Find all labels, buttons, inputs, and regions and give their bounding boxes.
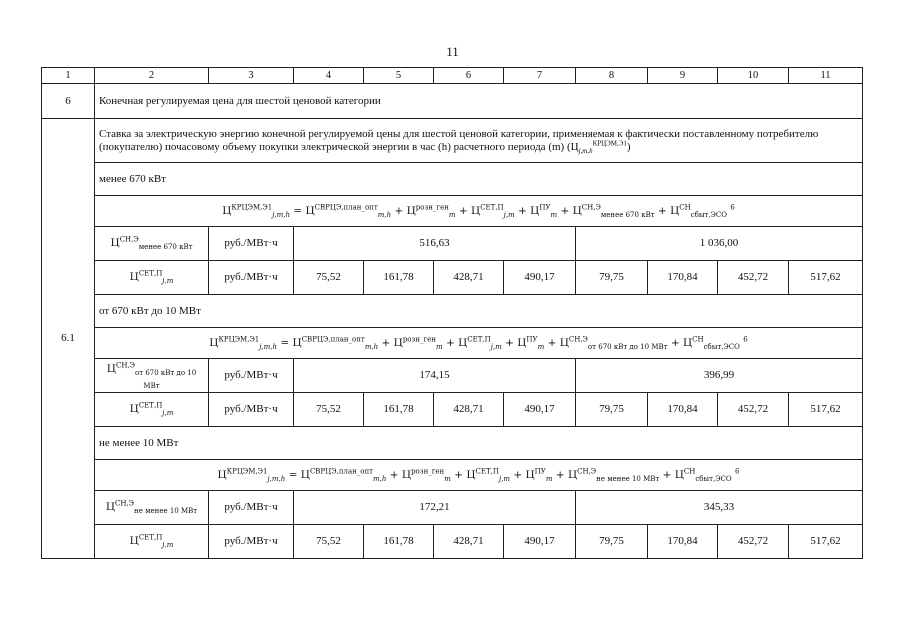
formula-3: $Ц^{КРЦЭМ,Э1}_{j,m,h} = Ц^{СВРЦЭ,план\_опт}_{m,h} + Ц^{розн\_ген}_m + Ц^{СЕТ,П}_{j,m} + Ц^{ПУ}_m + Ц^{СН,Э}_{не менее 10 МВт} + Ц^{СН}_{сбыт,ЭСО}$ $^6$ bbox=[95, 460, 863, 491]
set-value-1-5: 79,75 bbox=[576, 261, 648, 295]
set-row-2 bbox=[42, 393, 863, 427]
sn-row-1 bbox=[42, 227, 863, 261]
set-value-2-3: 428,71 bbox=[434, 393, 504, 427]
set-symbol-2: $Ц^{СЕТ,П}_{j,m}$ bbox=[95, 393, 209, 427]
set-value-2-5: 79,75 bbox=[576, 393, 648, 427]
sn-row-3 bbox=[42, 491, 863, 525]
set-value-1-8: 517,62 bbox=[789, 261, 863, 295]
page-number: 11 bbox=[446, 44, 459, 59]
col-num-2: 2 bbox=[95, 68, 209, 84]
set-value-2-2: 161,78 bbox=[364, 393, 434, 427]
sn-symbol-3: $Ц^{СН,Э}_{не менее 10 МВт}$ bbox=[95, 491, 209, 525]
set-row-3 bbox=[42, 525, 863, 559]
category-heading-3 bbox=[42, 427, 863, 460]
sn-value-3b: 345,33 bbox=[576, 491, 863, 525]
set-value-3-6: 170,84 bbox=[648, 525, 718, 559]
col-num-11: 11 bbox=[789, 68, 863, 84]
col-num-10: 10 bbox=[718, 68, 789, 84]
col-num-3: 3 bbox=[209, 68, 294, 84]
category-heading-2 bbox=[42, 295, 863, 328]
set-value-3-2: 161,78 bbox=[364, 525, 434, 559]
description-text: Ставка за электрическую энергию конечной регулируемой цены для шестой ценовой категории, применяемая к фактически поставленному потребителю (покупателю) почасовому объему покупки электрической энергии в час (h) расчетного периода (m) $(Ц_{j,m,h}^{КРЦЭМ,Э1})$ bbox=[95, 119, 863, 163]
set-unit-3: руб./МВт·ч bbox=[209, 525, 294, 559]
col-num-1: 1 bbox=[42, 68, 95, 84]
set-unit-1: руб./МВт·ч bbox=[209, 261, 294, 295]
set-value-2-7: 452,72 bbox=[718, 393, 789, 427]
category-label-3: не менее 10 МВт bbox=[95, 427, 863, 460]
set-symbol-1: $Ц^{СЕТ,П}_{j,m}$ bbox=[95, 261, 209, 295]
sn-symbol-2: $Ц^{СН,Э}_{от 670 кВт до 10 МВт}$ bbox=[95, 359, 209, 393]
set-value-3-7: 452,72 bbox=[718, 525, 789, 559]
row-6 bbox=[42, 84, 863, 119]
set-value-2-1: 75,52 bbox=[294, 393, 364, 427]
col-num-8: 8 bbox=[576, 68, 648, 84]
set-value-1-1: 75,52 bbox=[294, 261, 364, 295]
sn-unit-3: руб./МВт·ч bbox=[209, 491, 294, 525]
sn-row-2 bbox=[42, 359, 863, 393]
formula-row-1 bbox=[42, 196, 863, 227]
set-unit-2: руб./МВт·ч bbox=[209, 393, 294, 427]
sn-value-3a: 172,21 bbox=[294, 491, 576, 525]
set-value-3-5: 79,75 bbox=[576, 525, 648, 559]
row-6-1-number: 6.1 bbox=[42, 119, 95, 559]
col-num-9: 9 bbox=[648, 68, 718, 84]
set-symbol-3: $Ц^{СЕТ,П}_{j,m}$ bbox=[95, 525, 209, 559]
set-value-1-2: 161,78 bbox=[364, 261, 434, 295]
category-label-1: менее 670 кВт bbox=[95, 163, 863, 196]
sn-value-1b: 1 036,00 bbox=[576, 227, 863, 261]
sn-symbol-1: $Ц^{СН,Э}_{менее 670 кВт}$ bbox=[95, 227, 209, 261]
set-value-1-7: 452,72 bbox=[718, 261, 789, 295]
col-num-5: 5 bbox=[364, 68, 434, 84]
set-value-3-4: 490,17 bbox=[504, 525, 576, 559]
formula-2: $Ц^{КРЦЭМ,Э1}_{j,m,h} = Ц^{СВРЦЭ,план\_опт}_{m,h} + Ц^{розн\_ген}_m + Ц^{СЕТ,П}_{j,m} + Ц^{ПУ}_m + Ц^{СН,Э}_{от 670 кВт до 10 МВт} + Ц^{СН}_{сбыт,ЭСО}$ $^6$ bbox=[95, 328, 863, 359]
set-value-1-4: 490,17 bbox=[504, 261, 576, 295]
sn-unit-1: руб./МВт·ч bbox=[209, 227, 294, 261]
row-6-title: Конечная регулируемая цена для шестой ценовой категории bbox=[95, 84, 863, 119]
set-value-1-6: 170,84 bbox=[648, 261, 718, 295]
tariff-table bbox=[41, 67, 863, 559]
set-value-2-6: 170,84 bbox=[648, 393, 718, 427]
sn-unit-2: руб./МВт·ч bbox=[209, 359, 294, 393]
set-value-1-3: 428,71 bbox=[434, 261, 504, 295]
row-6-number: 6 bbox=[42, 84, 95, 119]
row-6-1-description bbox=[42, 119, 863, 163]
set-value-2-4: 490,17 bbox=[504, 393, 576, 427]
sn-value-2a: 174,15 bbox=[294, 359, 576, 393]
formula-row-3 bbox=[42, 460, 863, 491]
set-value-2-8: 517,62 bbox=[789, 393, 863, 427]
formula-row-2 bbox=[42, 328, 863, 359]
category-label-2: от 670 кВт до 10 МВт bbox=[95, 295, 863, 328]
set-value-3-1: 75,52 bbox=[294, 525, 364, 559]
sn-value-1a: 516,63 bbox=[294, 227, 576, 261]
column-number-row bbox=[42, 68, 863, 84]
col-num-7: 7 bbox=[504, 68, 576, 84]
set-value-3-8: 517,62 bbox=[789, 525, 863, 559]
formula-1: $Ц^{КРЦЭМ,Э1}_{j,m,h} = Ц^{СВРЦЭ,план\_опт}_{m,h} + Ц^{розн\_ген}_m + Ц^{СЕТ,П}_{j,m} + Ц^{ПУ}_m + Ц^{СН,Э}_{менее 670 кВт} + Ц^{СН}_{сбыт,ЭСО}$ $^6$ bbox=[95, 196, 863, 227]
set-value-3-3: 428,71 bbox=[434, 525, 504, 559]
col-num-6: 6 bbox=[434, 68, 504, 84]
sn-value-2b: 396,99 bbox=[576, 359, 863, 393]
category-heading-1 bbox=[42, 163, 863, 196]
col-num-4: 4 bbox=[294, 68, 364, 84]
set-row-1 bbox=[42, 261, 863, 295]
